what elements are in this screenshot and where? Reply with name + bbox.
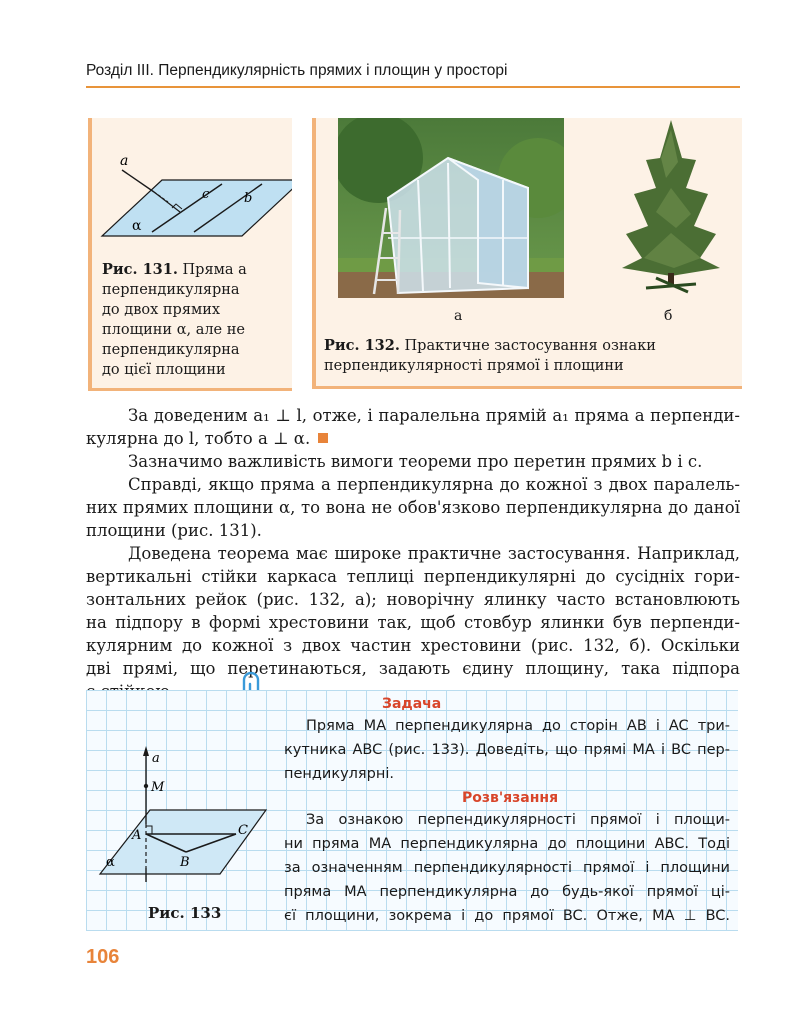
page-number: 106: [86, 946, 120, 968]
figure-131-box: [88, 118, 292, 391]
fig132-caption-line-2: перпендикулярності прямої і площини: [324, 358, 624, 374]
label-a-133: a: [152, 751, 160, 766]
task-grid-section: [86, 690, 738, 931]
solution-line-1: За ознакою перпендикулярності прямої і площи-: [306, 812, 730, 828]
figure-133-caption: Рис. 133: [148, 904, 222, 922]
fig131-caption-line-2: перпендикулярна: [102, 282, 240, 298]
header-divider: [86, 86, 740, 88]
paragraph-4-line-4: на підпору в формі хрестовини так, щоб стовбур ялинки був перпенди-: [86, 613, 740, 632]
label-c-133: C: [238, 823, 248, 838]
paragraph-1-line-2: кулярна до l, тобто a ⊥ α.: [86, 429, 311, 448]
fig131-caption-line-1: Пряма a: [182, 262, 247, 278]
solution-line-5: єї площини, зокрема і до прямої BC. Отже, MA ⊥ BC.: [284, 908, 730, 924]
paragraph-4-line-1: Доведена теорема має широке практичне застосування. Наприклад,: [128, 544, 740, 563]
paragraph-1-line-1: За доведеним a₁ ⊥ l, отже, і паралельна прямій a₁ пряма a перпенди-: [128, 406, 740, 425]
label-a: a: [120, 153, 129, 169]
fig131-caption-line-6: до цієї площини: [102, 362, 226, 378]
paragraph-1-line-2-wrap: [86, 427, 740, 450]
paragraph-4-line-6: дві прямі, що перетинаються, задають єдину площину, така підпора: [86, 659, 740, 678]
task-line-3: пендикулярні.: [284, 766, 394, 782]
paragraph-4-line-3: зонтальних рейок (рис. 132, а); новорічну ялинку часто встановлюють: [86, 590, 740, 609]
fig131-caption-line-5: перпендикулярна: [102, 342, 240, 358]
figure-132-caption: [324, 336, 734, 376]
paragraph-4-line-2: вертикальні стійки каркаса теплиці перпендикулярні до сусідніх гори-: [86, 567, 740, 586]
figure-131-caption: [102, 260, 287, 380]
paragraph-3-line-1: Справді, якщо пряма a перпендикулярна до кожної з двох паралель-: [128, 475, 740, 494]
fig132-caption-line-1: Практичне застосування ознаки: [404, 338, 656, 354]
greenhouse-photo: [338, 118, 564, 298]
paragraph-3-line-3: площини (рис. 131).: [86, 521, 262, 540]
paragraph-3: [86, 473, 740, 542]
paragraph-4-line-5: кулярним до кожної з двох частин хрестовини (рис. 132, б). Оскільки: [86, 636, 740, 655]
solution-line-2: ни пряма MA перпендикулярна до площини ABC. Тоді: [284, 836, 730, 852]
end-of-proof-square: [318, 433, 328, 443]
figure-131-diagram: [92, 118, 292, 258]
label-alpha: α: [132, 218, 142, 234]
fig132-letter-b: б: [664, 308, 673, 324]
solution-line-3: за означенням перпендикулярності прямої і площини: [284, 860, 730, 876]
fig132-caption-number: Рис. 132.: [324, 337, 400, 354]
running-header: Розділ III. Перпендикулярність прямих і площин у просторі: [86, 62, 508, 79]
task-line-1: Пряма MA перпендикулярна до сторін AB і AC три-: [306, 718, 730, 734]
task-statement: [284, 714, 730, 786]
label-alpha-133: α: [106, 855, 115, 870]
solution-text: [284, 808, 730, 928]
fig131-caption-number: Рис. 131.: [102, 261, 178, 278]
fig131-caption-line-3: до двох прямих: [102, 302, 221, 318]
plane-alpha-shape: [102, 180, 292, 236]
paragraph-4: [86, 542, 740, 703]
fig132-letter-a: а: [454, 308, 463, 324]
solution-title: Розв'язання: [462, 790, 559, 806]
figure-132-box: [312, 118, 742, 389]
point-m: [144, 784, 148, 788]
christmas-tree-photo: [616, 118, 726, 298]
paragraph-3-line-2: них прямих площини α, то вона не обов'язково перпендикулярна до даної: [86, 498, 740, 517]
line-a: [122, 170, 154, 192]
label-b-133: B: [180, 855, 190, 870]
task-line-2: кутника ABC (рис. 133). Доведіть, що прямі MA і BC пер-: [284, 742, 730, 758]
label-capital-a-133: A: [132, 828, 142, 843]
fig131-caption-line-4: площини α, але не: [102, 322, 245, 338]
label-m-133: M: [151, 780, 165, 795]
paragraph-1: [86, 404, 740, 450]
label-c: c: [202, 187, 210, 202]
solution-line-4: пряма MA перпендикулярна до будь-якої прямої ці-: [284, 884, 730, 900]
label-b: b: [244, 191, 253, 206]
task-title: Задача: [382, 696, 442, 712]
paragraph-2: Зазначимо важливість вимоги теореми про перетин прямих b і c.: [128, 452, 703, 471]
arrow-head: [143, 746, 149, 756]
figure-133-diagram: [90, 742, 280, 912]
